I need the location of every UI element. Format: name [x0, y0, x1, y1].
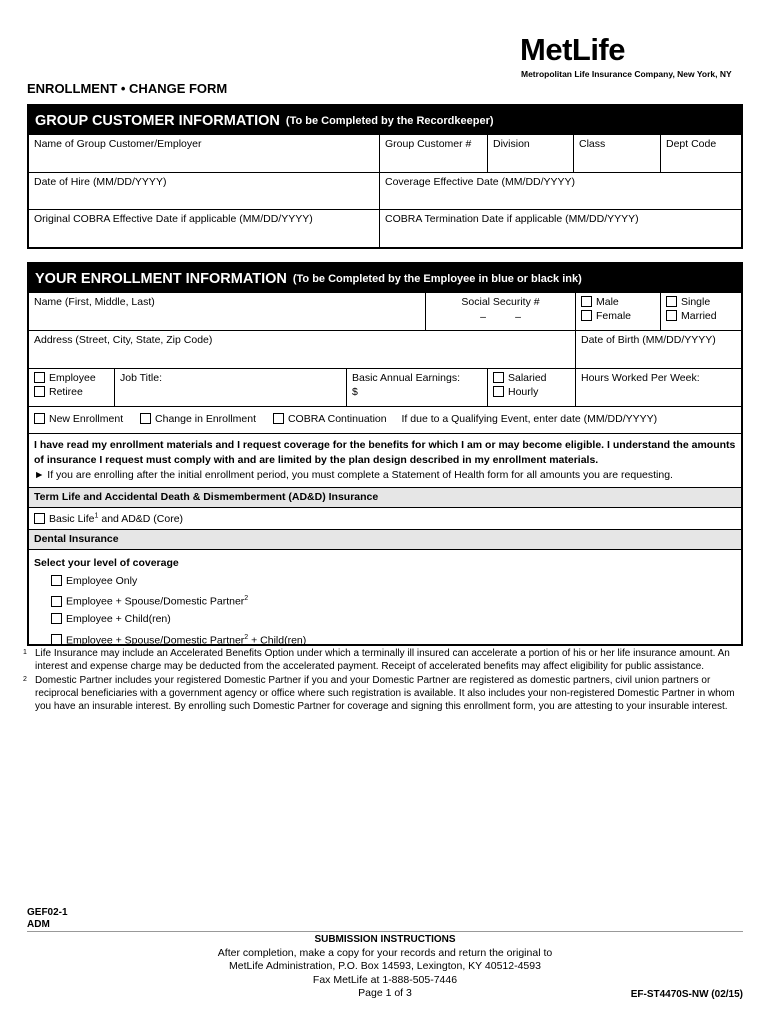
basic-life-label: Basic Life — [49, 512, 95, 525]
group-section-title: GROUP CUSTOMER INFORMATION — [35, 112, 280, 129]
enrollment-section — [27, 262, 743, 646]
employee-label: Employee — [49, 372, 96, 384]
dollar-sign: $ — [352, 386, 358, 398]
hourly-label: Hourly — [508, 386, 539, 398]
statement-text: I have read my enrollment materials and I request coverage for the benefits for which I am or may become eligible. I understand the amounts of insurance I request must comply with and are limited by the plan design described in my enrollment materials. — [34, 439, 736, 466]
cobra-continuation-option[interactable] — [273, 413, 387, 425]
gender-field — [575, 293, 660, 330]
group-customer-section — [27, 104, 743, 249]
dental-options — [29, 550, 741, 645]
retiree-label: Retiree — [49, 386, 83, 398]
new-enrollment-checkbox[interactable] — [34, 413, 45, 424]
employee-spouse-checkbox[interactable] — [51, 596, 62, 607]
male-label: Male — [596, 296, 619, 308]
female-checkbox[interactable] — [581, 310, 592, 321]
employee-children-checkbox[interactable] — [51, 613, 62, 624]
division-label: Division — [493, 138, 530, 150]
enrollment-section-title: YOUR ENROLLMENT INFORMATION — [35, 270, 287, 287]
dental-heading: Dental Insurance — [29, 530, 741, 550]
employee-spouse-option[interactable] — [51, 590, 736, 611]
enrollment-section-subtitle: (To be Completed by the Employee in blue or black ink) — [292, 272, 582, 285]
cobra-continuation-checkbox[interactable] — [273, 413, 284, 424]
ssn-label: Social Security # — [461, 296, 540, 308]
dob-field[interactable] — [575, 331, 741, 368]
job-title-field[interactable] — [114, 369, 346, 406]
form-title: ENROLLMENT • CHANGE FORM — [27, 81, 228, 96]
page-number: Page 1 of 3 — [358, 987, 412, 999]
address-label: Address (Street, City, State, Zip Code) — [34, 334, 213, 346]
form-code-1: GEF02-1 — [27, 907, 68, 918]
employer-name-label: Name of Group Customer/Employer — [34, 138, 202, 150]
married-option[interactable] — [666, 310, 736, 322]
male-option[interactable] — [581, 296, 655, 308]
employee-children-label: Employee + Child(ren) — [66, 613, 171, 625]
class-label: Class — [579, 138, 606, 150]
group-number-field[interactable] — [379, 135, 487, 172]
company-name: Metropolitan Life Insurance Company, New York, NY — [521, 69, 732, 79]
pay-type-field — [487, 369, 575, 406]
dob-label: Date of Birth (MM/DD/YYYY) — [581, 334, 716, 346]
select-level-label: Select your level of coverage — [34, 557, 179, 569]
address-field[interactable] — [29, 331, 575, 368]
date-of-hire-label: Date of Hire (MM/DD/YYYY) — [34, 176, 167, 188]
address-row — [29, 331, 741, 369]
salaried-label: Salaried — [508, 372, 547, 384]
ssn-field[interactable] — [425, 293, 575, 330]
hourly-checkbox[interactable] — [493, 386, 504, 397]
basic-life-row — [29, 508, 741, 530]
basic-life-footnote-ref: 1 — [94, 512, 99, 519]
married-checkbox[interactable] — [666, 310, 677, 321]
coverage-date-field[interactable] — [379, 173, 741, 209]
employee-only-label: Employee Only — [66, 574, 138, 587]
basic-life-checkbox[interactable] — [34, 513, 45, 524]
submission-line-3: Fax MetLife at 1-888-505-7446 — [312, 973, 458, 986]
dept-code-field[interactable] — [660, 135, 741, 172]
employee-children-option[interactable] — [51, 611, 736, 629]
married-label: Married — [681, 310, 717, 322]
change-enrollment-checkbox[interactable] — [140, 413, 151, 424]
cobra-effective-label: Original COBRA Effective Date if applicable (MM/DD/YYYY) — [34, 213, 313, 225]
single-option[interactable] — [666, 296, 736, 308]
name-field[interactable] — [29, 293, 425, 330]
employment-row — [29, 369, 741, 407]
footnote-1-text: Life Insurance may include an Accelerated Benefits Option under which a terminally ill insured can accelerate a portion of his or her life insurance amount. An interest and expense charge may be deducted from the accelerated payment. Receipt of accelerated benefits may affect eligibility for public assistance. — [35, 648, 730, 672]
single-checkbox[interactable] — [666, 296, 677, 307]
class-field[interactable] — [573, 135, 660, 172]
employee-family-label: Employee + Spouse/Domestic Partner — [66, 634, 245, 646]
name-label: Name (First, Middle, Last) — [34, 296, 155, 308]
group-section-header — [29, 106, 741, 135]
footnote-2-text: Domestic Partner includes your registered Domestic Partner if you and your Domestic Partner are registered as domestic partners, civil union partners or reciprocal beneficiaries with a government agency or office where such registration is available. It also includes your non-registered Domestic Partner in whom you have an insurable interest. By enrolling such Domestic Partner for coverage and signing this enrollment form, you are attesting to your insurable interest. — [35, 675, 735, 712]
group-row-3 — [29, 210, 741, 247]
group-number-label: Group Customer # — [385, 138, 472, 150]
hours-field[interactable] — [575, 369, 741, 406]
enrollment-section-header — [29, 264, 741, 293]
basic-life-option[interactable] — [34, 513, 183, 525]
employee-only-checkbox[interactable] — [51, 575, 62, 586]
employee-type-field — [29, 369, 114, 406]
ssn-dashes: – – — [480, 311, 521, 323]
life-heading: Term Life and Accidental Death & Dismemberment (AD&D) Insurance — [29, 488, 741, 508]
metlife-logo: MetLife — [520, 32, 625, 67]
group-section-subtitle: (To be Completed by the Recordkeeper) — [285, 114, 494, 127]
new-enrollment-label: New Enrollment — [49, 413, 124, 425]
form-number: EF-ST4470S-NW (02/15) — [630, 989, 743, 1000]
salaried-checkbox[interactable] — [493, 372, 504, 383]
submission-line-1: After completion, make a copy for your records and return the original to — [217, 946, 553, 959]
single-label: Single — [681, 296, 711, 308]
enrollment-type-row — [29, 407, 741, 434]
change-enrollment-label: Change in Enrollment — [155, 413, 257, 425]
earnings-field[interactable] — [346, 369, 487, 406]
date-of-hire-field[interactable] — [29, 173, 379, 209]
footnote-1 — [23, 647, 747, 673]
group-row-2 — [29, 173, 741, 210]
cobra-termination-label: COBRA Termination Date if applicable (MM/DD/YYYY) — [385, 213, 639, 225]
dept-code-label: Dept Code — [666, 138, 717, 150]
enrollment-type-field — [29, 407, 741, 433]
employee-option[interactable] — [34, 372, 109, 384]
hourly-option[interactable] — [493, 386, 570, 398]
employee-family-checkbox[interactable] — [51, 634, 62, 645]
cobra-effective-field[interactable] — [29, 210, 379, 247]
employee-only-option[interactable] — [51, 573, 736, 591]
retiree-checkbox[interactable] — [34, 386, 45, 397]
earnings-label: Basic Annual Earnings: — [352, 372, 460, 384]
group-row-1 — [29, 135, 741, 173]
salaried-option[interactable] — [493, 372, 570, 384]
statement-of-health-note: ► If you are enrolling after the initial enrollment period, you must complete a Statement of Health form for all amounts you are requesting. — [34, 469, 673, 481]
form-code-2: ADM — [27, 919, 50, 930]
employee-spouse-label: Employee + Spouse/Domestic Partner — [66, 595, 245, 608]
name-row — [29, 293, 741, 331]
hours-label: Hours Worked Per Week: — [581, 372, 700, 384]
employee-family-footnote-ref: 2 — [244, 633, 249, 641]
submission-line-2: MetLife Administration, P.O. Box 14593, Lexington, KY 40512-4593 — [229, 960, 541, 972]
retiree-option[interactable] — [34, 386, 109, 398]
footnote-2 — [23, 674, 747, 713]
employer-name-field[interactable] — [29, 135, 379, 172]
change-enrollment-option[interactable] — [140, 413, 256, 425]
job-title-label: Job Title: — [120, 372, 163, 384]
employee-spouse-footnote-ref: 2 — [244, 595, 249, 602]
form-code — [27, 907, 68, 931]
submission-title: SUBMISSION INSTRUCTIONS — [314, 934, 456, 945]
coverage-date-label: Coverage Effective Date (MM/DD/YYYY) — [385, 176, 576, 188]
employee-family-label-rest: + Child(ren) — [248, 634, 307, 646]
female-option[interactable] — [581, 310, 655, 322]
cobra-termination-field[interactable] — [379, 210, 741, 247]
male-checkbox[interactable] — [581, 296, 592, 307]
cobra-continuation-label: COBRA Continuation — [287, 413, 387, 425]
footnote-1-mark: 1 — [23, 649, 27, 656]
footnote-2-mark: 2 — [23, 676, 27, 683]
statement-row — [29, 434, 741, 488]
female-label: Female — [596, 310, 632, 322]
employee-checkbox[interactable] — [34, 372, 45, 383]
qualifying-event-label: If due to a Qualifying Event, enter date (MM/DD/YYYY) — [401, 413, 658, 425]
division-field[interactable] — [487, 135, 573, 172]
marital-field — [660, 293, 741, 330]
new-enrollment-option[interactable] — [34, 413, 123, 425]
basic-life-label-rest: and AD&D (Core) — [98, 512, 184, 525]
footer-divider — [27, 931, 743, 932]
